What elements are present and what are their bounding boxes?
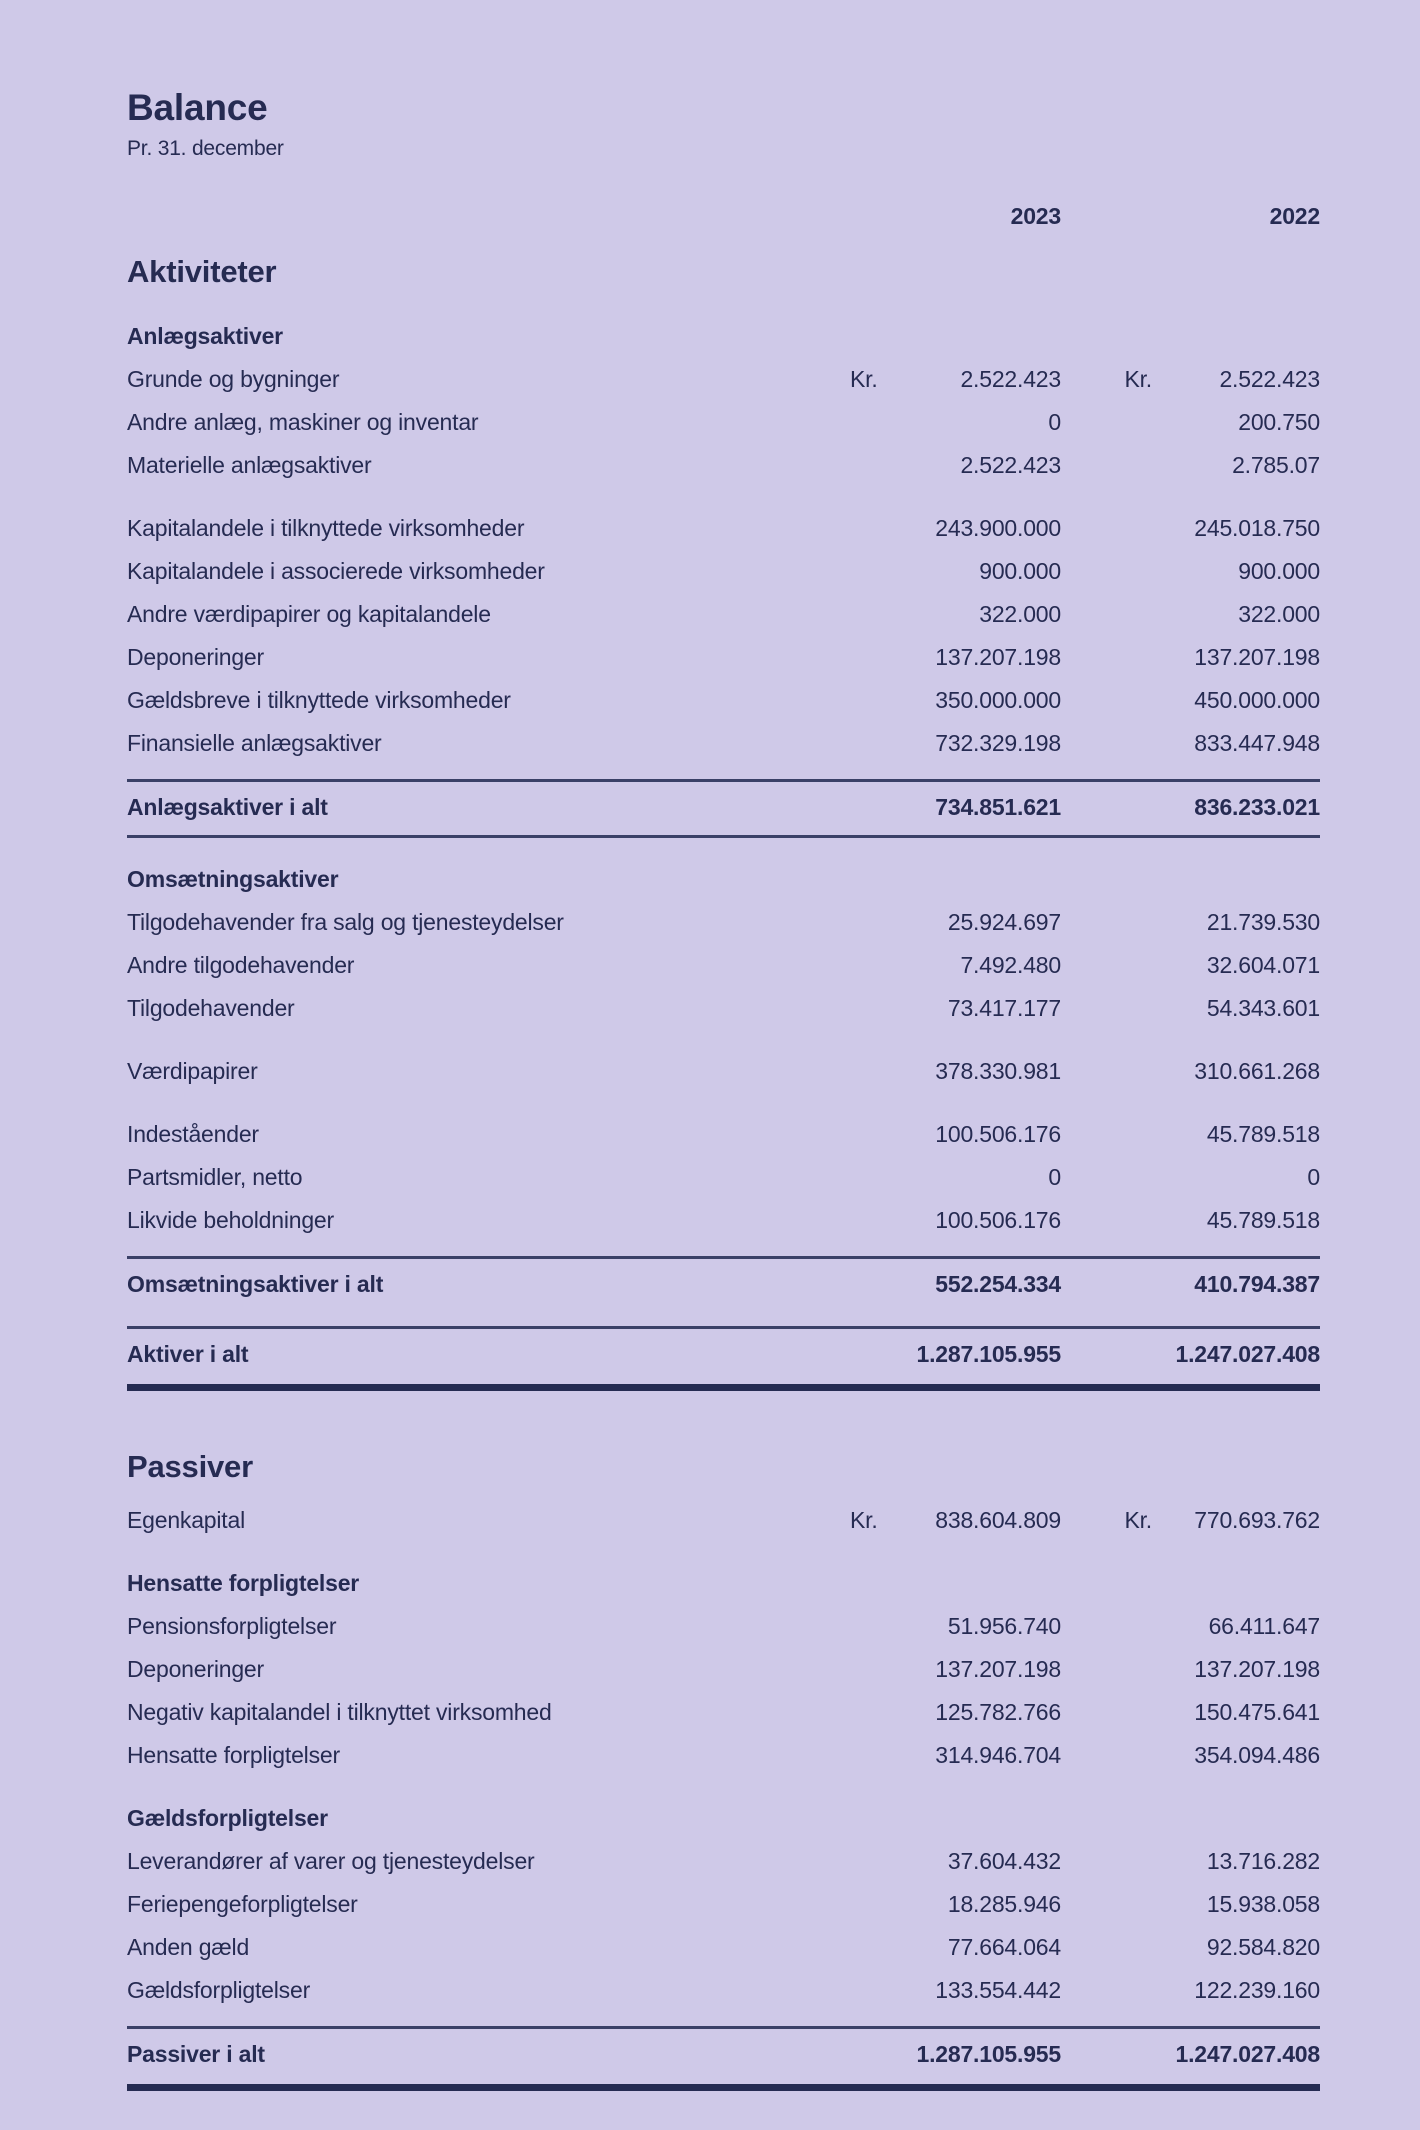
value-2022: 150.475.641 [1194,1698,1320,1725]
value-2022: 245.018.750 [1194,515,1320,542]
value-2023: 125.782.766 [935,1698,1061,1725]
row-label: Pensionsforpligtelser [127,1612,337,1639]
value-2023: 900.000 [979,558,1061,585]
value-2023: 137.207.198 [935,1655,1061,1682]
value-2022: 2.785.07 [1232,452,1320,479]
table-row [127,1840,1320,1883]
value-2022: 770.693.762 [1194,1506,1320,1533]
value-2022: 66.411.647 [1208,1612,1320,1639]
table-row [127,507,1320,550]
value-2023: 0 [1048,409,1061,436]
value-2023: 133.554.442 [935,1976,1061,2003]
value-2023: 0 [1048,1164,1061,1191]
group-header-row [127,1797,1320,1840]
value-2022: 21.739.530 [1206,909,1320,936]
value-2023: 100.506.176 [935,1207,1061,1234]
column-header-2022: 2022 [1269,202,1320,229]
value-2022: 900.000 [1238,558,1320,585]
value-2022: 310.661.268 [1194,1058,1320,1085]
value-2022: 15.938.058 [1206,1890,1320,1917]
row-label: Passiver i alt [127,2040,265,2067]
value-2022: 410.794.387 [1194,1271,1320,1298]
value-2023: 322.000 [979,601,1061,628]
row-label: Gældsbreve i tilknyttede virksomheder [127,687,511,714]
table-row [127,550,1320,593]
value-2023: 100.506.176 [935,1121,1061,1148]
table-row [127,1499,1320,1542]
table-row [127,1734,1320,1777]
value-2022: 92.584.820 [1206,1933,1320,1960]
value-2023: 137.207.198 [935,644,1061,671]
row-label: Likvide beholdninger [127,1207,334,1234]
table-row [127,1199,1320,1242]
value-2023: 378.330.981 [935,1058,1061,1085]
row-label: Omsætningsaktiver i alt [127,1271,384,1298]
row-label: Leverandører af varer og tjenesteydelser [127,1847,535,1874]
table-row [127,358,1320,401]
table-row [127,1648,1320,1691]
passiver-section-heading: Passiver [127,1449,253,1485]
row-label: Anlægsaktiver i alt [127,794,328,821]
value-2023: 2.522.423 [960,366,1061,393]
value-2023: 1.287.105.955 [916,1341,1061,1368]
row-label: Anden gæld [127,1933,250,1960]
value-2023: 77.664.064 [947,1933,1061,1960]
table-row [127,722,1320,765]
row-label: Egenkapital [127,1506,245,1533]
row-label: Andre tilgodehavender [127,952,355,979]
group-header-row [127,1562,1320,1605]
row-label: Deponeringer [127,644,264,671]
row-label: Deponeringer [127,1655,264,1682]
aktiver-rows [127,315,1320,1391]
value-2022: 54.343.601 [1206,995,1320,1022]
row-label: Finansielle anlægsaktiver [127,730,382,757]
row-label: Omsætningsaktiver [127,866,339,893]
value-2023: 73.417.177 [947,995,1061,1022]
currency-label: Kr. [1124,1506,1152,1533]
value-2022: 137.207.198 [1194,644,1320,671]
column-header-2023: 2023 [1010,202,1061,229]
value-2023: 37.604.432 [947,1847,1061,1874]
table-row [127,1969,1320,2012]
row-label: Kapitalandele i tilknyttede virksomheder [127,515,525,542]
row-label: Partsmidler, netto [127,1164,303,1191]
row-label: Indeståender [127,1121,259,1148]
table-row [127,1050,1320,1093]
value-2023: 732.329.198 [935,730,1061,757]
row-spacer [127,1093,1320,1113]
group-header-row [127,315,1320,358]
row-label: Værdipapirer [127,1058,258,1085]
value-2023: 51.956.740 [947,1612,1061,1639]
aktiver-section-heading: Aktiviteter [127,253,277,289]
value-2022: 1.247.027.408 [1175,1341,1320,1368]
value-2023: 734.851.621 [935,794,1061,821]
value-2022: 450.000.000 [1194,687,1320,714]
table-row [127,444,1320,487]
value-2023: 7.492.480 [960,952,1061,979]
row-label: Aktiver i alt [127,1341,249,1368]
row-label: Anlægsaktiver [127,323,283,350]
table-row [127,679,1320,722]
value-2023: 18.285.946 [947,1890,1061,1917]
row-label: Hensatte forpligtelser [127,1741,340,1768]
value-2022: 45.789.518 [1206,1207,1320,1234]
value-2022: 137.207.198 [1194,1655,1320,1682]
value-2023: 350.000.000 [935,687,1061,714]
page-title: Balance [127,87,268,128]
row-label: Kapitalandele i associerede virksomheder [127,558,545,585]
currency-label: Kr. [850,1506,878,1533]
row-label: Gældsforpligtelser [127,1976,311,2003]
table-row [127,1605,1320,1648]
value-2022: 1.247.027.408 [1175,2040,1320,2067]
total-row [127,1326,1320,1391]
table-row [127,1156,1320,1199]
group-header-row [127,858,1320,901]
year-header-row [127,195,1320,238]
currency-label: Kr. [1124,366,1152,393]
total-row [127,779,1320,838]
table-row [127,1883,1320,1926]
row-spacer [127,487,1320,507]
value-2023: 25.924.697 [947,909,1061,936]
table-row [127,1113,1320,1156]
table-row [127,593,1320,636]
table-row [127,1926,1320,1969]
table-row [127,1691,1320,1734]
row-label: Materielle anlægsaktiver [127,452,372,479]
row-label: Gældsforpligtelser [127,1804,328,1831]
value-2022: 32.604.071 [1206,952,1320,979]
table-row [127,636,1320,679]
row-label: Negativ kapitalandel i tilknyttet virksomhed [127,1698,552,1725]
row-spacer [127,1542,1320,1562]
value-2022: 0 [1307,1164,1320,1191]
value-2023: 552.254.334 [935,1271,1061,1298]
row-label: Andre anlæg, maskiner og inventar [127,409,479,436]
value-2022: 2.522.423 [1219,366,1320,393]
row-label: Tilgodehavender [127,995,295,1022]
passiver-rows [127,1499,1320,2091]
value-2022: 200.750 [1238,409,1320,436]
row-spacer [127,1777,1320,1797]
value-2023: 314.946.704 [935,1741,1061,1768]
value-2023: 838.604.809 [935,1506,1061,1533]
row-label: Andre værdipapirer og kapitalandele [127,601,491,628]
table-row [127,944,1320,987]
value-2022: 354.094.486 [1194,1741,1320,1768]
row-spacer [127,838,1320,858]
value-2022: 833.447.948 [1194,730,1320,757]
currency-label: Kr. [850,366,878,393]
value-2023: 2.522.423 [960,452,1061,479]
total-row [127,1256,1320,1312]
page-subtitle: Pr. 31. december [127,136,284,160]
value-2023: 243.900.000 [935,515,1061,542]
value-2022: 122.239.160 [1194,1976,1320,2003]
value-2022: 836.233.021 [1194,794,1320,821]
value-2022: 45.789.518 [1206,1121,1320,1148]
table-row [127,901,1320,944]
table-row [127,987,1320,1030]
row-label: Feriepengeforpligtelser [127,1890,358,1917]
row-spacer [127,1030,1320,1050]
value-2022: 13.716.282 [1206,1847,1320,1874]
table-row [127,401,1320,444]
row-label: Tilgodehavender fra salg og tjenesteydelser [127,909,564,936]
row-label: Hensatte forpligtelser [127,1569,360,1596]
page-content [127,0,1320,2091]
total-row [127,2026,1320,2091]
value-2022: 322.000 [1238,601,1320,628]
value-2023: 1.287.105.955 [916,2040,1061,2067]
row-label: Grunde og bygninger [127,366,340,393]
